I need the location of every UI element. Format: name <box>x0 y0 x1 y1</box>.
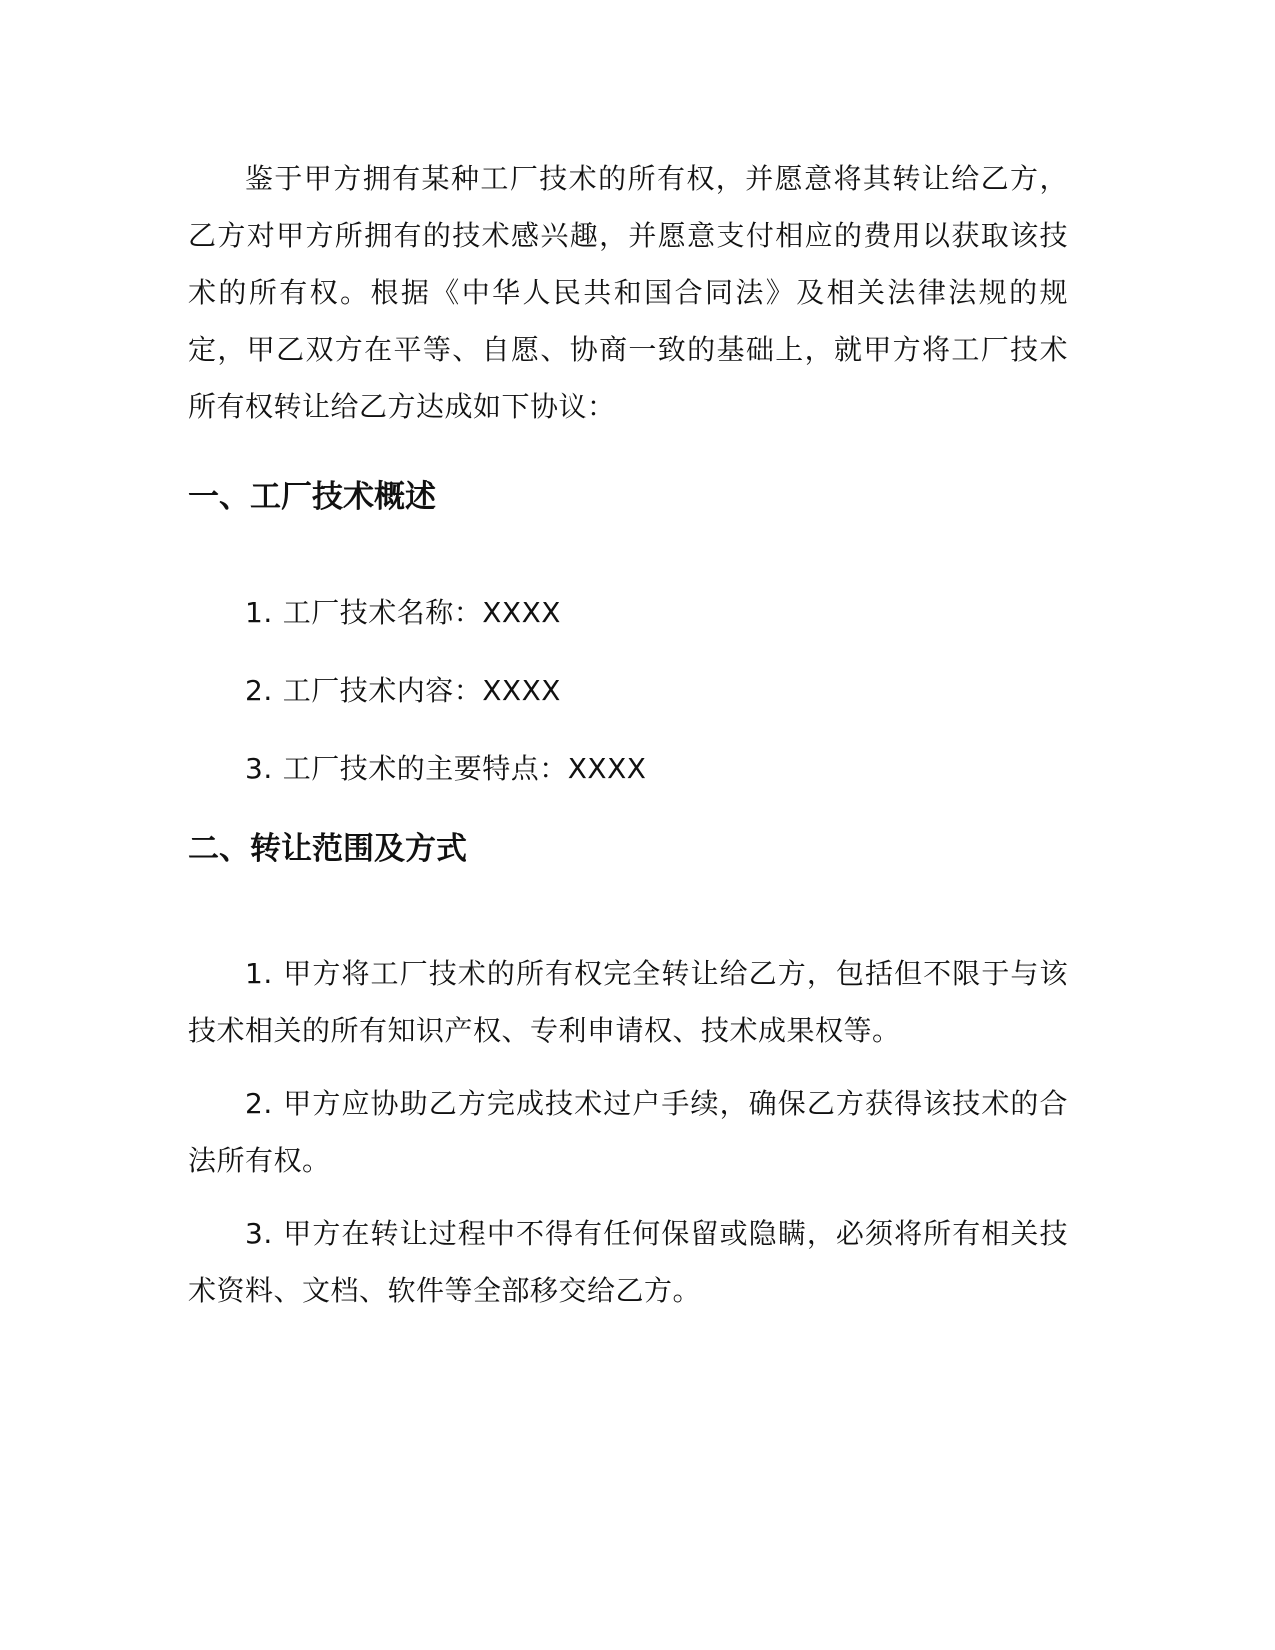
list-item <box>188 1205 1068 1319</box>
list-item <box>188 1075 1068 1189</box>
item-text: 工厂技术名称：XXXX <box>282 596 561 629</box>
section-2-list <box>188 945 1068 1319</box>
document-content <box>188 150 1068 1319</box>
item-text: 甲方应协助乙方完成技术过户手续，确保乙方获得该技术的合法所有权。 <box>188 1087 1068 1177</box>
item-number: 2. <box>245 1087 273 1120</box>
item-text: 甲方将工厂技术的所有权完全转让给乙方，包括但不限于与该技术相关的所有知识产权、专利申请权、技术成果权等。 <box>188 957 1068 1047</box>
item-text: 甲方在转让过程中不得有任何保留或隐瞒，必须将所有相关技术资料、文档、软件等全部移交给乙方。 <box>188 1217 1068 1307</box>
section-2-title: 二、转让范围及方式 <box>188 831 467 867</box>
list-item <box>188 945 1068 1059</box>
list-item <box>188 671 1068 711</box>
item-number: 3. <box>245 1217 273 1250</box>
intro-paragraph: 鉴于甲方拥有某种工厂技术的所有权，并愿意将其转让给乙方，乙方对甲方所拥有的技术感兴趣，并愿意支付相应的费用以获取该技术的所有权。根据《中华人民共和国合同法》及相关法律法规的规定，甲乙双方在平等、自愿、协商一致的基础上，就甲方将工厂技术所有权转让给乙方达成如下协议： <box>188 162 1068 423</box>
section-1-title: 一、工厂技术概述 <box>188 479 436 515</box>
item-number: 2. <box>245 674 273 707</box>
item-text: 工厂技术的主要特点：XXXX <box>282 752 647 785</box>
list-item <box>188 593 1068 633</box>
item-number: 1. <box>245 596 273 629</box>
section-1-list <box>188 593 1068 789</box>
item-number: 3. <box>245 752 273 785</box>
list-item <box>188 749 1068 789</box>
item-text: 工厂技术内容：XXXX <box>282 674 561 707</box>
item-number: 1. <box>245 957 273 990</box>
